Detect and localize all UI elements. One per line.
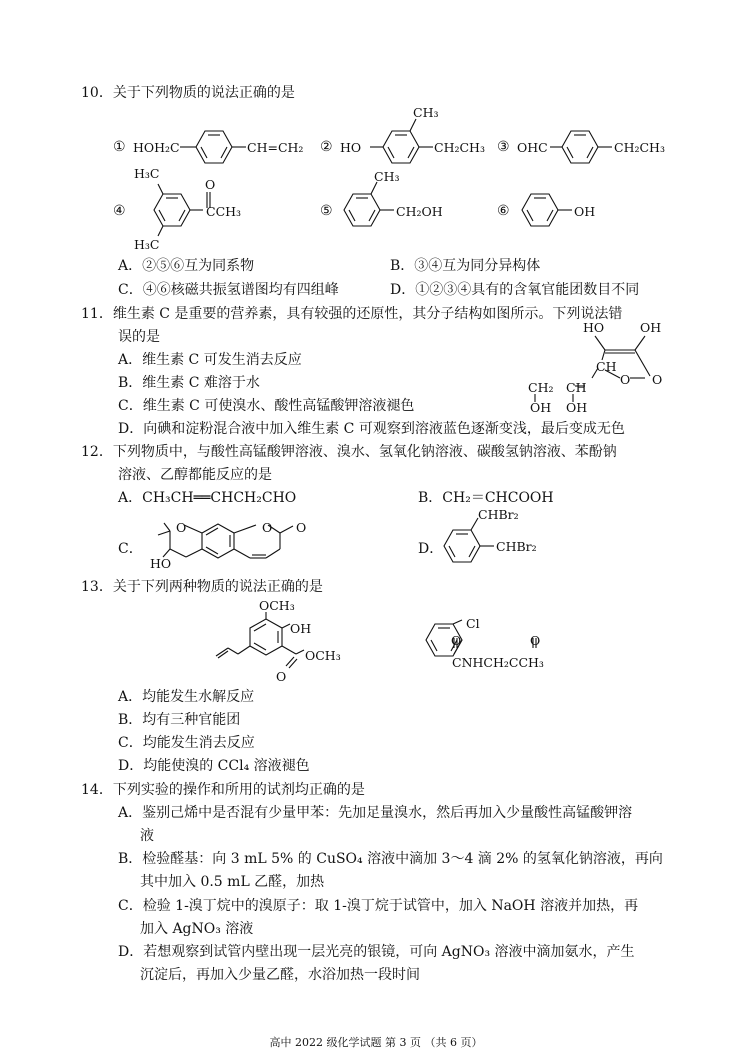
- vc-oh-top: OH: [640, 320, 662, 335]
- s4-bottom-group: H₃C: [134, 237, 160, 252]
- vc-ring-o: O: [620, 372, 631, 387]
- q13-option-d: D．均能使溴的 CCl₄ 溶液褪色: [118, 758, 310, 774]
- vc-oh-b: OH: [566, 400, 588, 415]
- vc-carbonyl-o: O: [652, 372, 663, 387]
- q13-m2-o2: O: [530, 633, 541, 648]
- q11-option-c: C．维生素 C 可使溴水、酸性高锰酸钾溶液褪色: [118, 398, 415, 414]
- q13-option-a: A．均能发生水解反应: [118, 689, 255, 705]
- q14-option-b-line2: 其中加入 0.5 mL 乙醛，加热: [140, 874, 325, 890]
- q13-m1-o: O: [276, 669, 287, 684]
- q13-molecule-2: [420, 618, 560, 668]
- q13-m2-chain: CNHCH₂CCH₃: [452, 655, 544, 670]
- s4-top-group: H₃C: [134, 166, 160, 181]
- s1-left-group: HOH₂C: [133, 140, 180, 155]
- q12-option-a: A．CH₃CH══CHCH₂CHO: [118, 490, 297, 506]
- s4-right-group: CCH₃: [206, 204, 242, 219]
- q10-label-3: ③: [497, 139, 510, 155]
- q13-m1-oh: OH: [290, 621, 312, 636]
- q14-option-c-line1: C．检验 1-溴丁烷中的溴原子：取 1-溴丁烷于试管中，加入 NaOH 溶液并加热，再: [118, 898, 639, 914]
- q12c-o1: O: [176, 520, 187, 535]
- s3-right-group: CH₂CH₃: [614, 140, 665, 155]
- q11-option-a: A．维生素 C 可发生消去反应: [118, 352, 302, 368]
- q13-option-b: B．均有三种官能团: [118, 712, 241, 728]
- vc-ch-chain: CH: [566, 380, 587, 395]
- q13-m1-ester: OCH₃: [305, 648, 341, 663]
- s4-carbonyl-o: O: [205, 177, 216, 192]
- q10-option-a: A．②⑤⑥互为同系物: [118, 258, 255, 274]
- page-footer: 高中 2022 级化学试题 第 3 页 （共 6 页）: [269, 1036, 483, 1049]
- q12-stem-line1: 12．下列物质中，与酸性高锰酸钾溶液、溴水、氢氧化钠溶液、碳酸氢钠溶液、苯酚钠: [81, 444, 617, 460]
- vc-ho: HO: [583, 320, 605, 335]
- vc-oh-a: OH: [530, 400, 552, 415]
- q14-option-a-line2: 液: [140, 828, 154, 844]
- q12-option-d: D．: [418, 541, 444, 557]
- q12-option-b: B．CH₂＝CHCOOH: [418, 490, 554, 506]
- s5-right-group: CH₂OH: [396, 204, 443, 219]
- q11-stem-line2: 误的是: [118, 329, 160, 345]
- vitamin-c-structure: [520, 318, 680, 418]
- q13-m2-o1: O: [451, 633, 462, 648]
- q11-option-d: D．向碘和淀粉混合液中加入维生素 C 可观察到溶液蓝色逐渐变浅，最后变成无色: [118, 421, 625, 437]
- q10-label-4: ④: [113, 203, 126, 219]
- q12d-top-group: CHBr₂: [478, 507, 519, 522]
- s2-left-group: HO: [340, 140, 362, 155]
- q13-molecule-1: [210, 610, 320, 670]
- q12-option-c: C．: [118, 541, 143, 557]
- s2-right-group: CH₂CH₃: [434, 140, 485, 155]
- q12c-ho: HO: [150, 556, 172, 571]
- q14-option-b-line1: B．检验醛基：向 3 mL 5% 的 CuSO₄ 溶液中滴加 3～4 滴 2% 的氢氧化钠溶液，再向: [118, 851, 663, 867]
- q14-option-d-line2: 沉淀后，再加入少量乙醛，水浴加热一段时间: [140, 967, 420, 983]
- s6-right-group: OH: [574, 204, 596, 219]
- s5-top-group: CH₃: [374, 169, 400, 184]
- vc-ch: CH: [596, 359, 617, 374]
- q13-m1-och3: OCH₃: [259, 598, 295, 613]
- q13-option-c: C．均能发生消去反应: [118, 735, 255, 751]
- s2-top-group: CH₃: [413, 105, 439, 120]
- q13-stem: 13．关于下列两种物质的说法正确的是: [81, 579, 323, 595]
- s3-left-group: OHC: [517, 140, 548, 155]
- q12d-right-group: CHBr₂: [496, 539, 537, 554]
- q10-label-5: ⑤: [320, 203, 333, 219]
- q10-option-d: D．①②③④具有的含氧官能团数目不同: [390, 282, 640, 298]
- q14-option-a-line1: A．鉴别己烯中是否混有少量甲苯：先加足量溴水，然后再加入少量酸性高锰酸钾溶: [118, 805, 633, 821]
- q14-option-d-line1: D．若想观察到试管内壁出现一层光亮的银镜，可向 AgNO₃ 溶液中滴加氨水，产生: [118, 944, 635, 960]
- vc-ch2: CH₂: [528, 380, 554, 395]
- q12c-o3: O: [296, 520, 307, 535]
- s1-right-group: CH=CH₂: [247, 140, 304, 155]
- q11-option-b: B．维生素 C 难溶于水: [118, 375, 260, 391]
- q10-label-1: ①: [113, 139, 126, 155]
- q12-stem-line2: 溶液、乙醇都能反应的是: [118, 467, 272, 483]
- q10-label-2: ②: [320, 139, 333, 155]
- q11-stem-line1: 11．维生素 C 是重要的营养素，具有较强的还原性，其分子结构如图所示。下列说法错: [81, 306, 623, 322]
- q10-stem: 10．关于下列物质的说法正确的是: [81, 85, 295, 101]
- q12c-o2: O: [262, 520, 273, 535]
- q14-stem: 14．下列实验的操作和所用的试剂均正确的是: [81, 782, 365, 798]
- q13-m2-cl: Cl: [466, 616, 480, 631]
- q14-option-c-line2: 加入 AgNO₃ 溶液: [140, 921, 254, 937]
- q12c-coumarin-structure: [148, 515, 308, 575]
- q10-label-6: ⑥: [497, 203, 510, 219]
- q10-option-c: C．④⑥核磁共振氢谱图均有四组峰: [118, 282, 339, 298]
- q10-option-b: B．③④互为同分异构体: [390, 258, 541, 274]
